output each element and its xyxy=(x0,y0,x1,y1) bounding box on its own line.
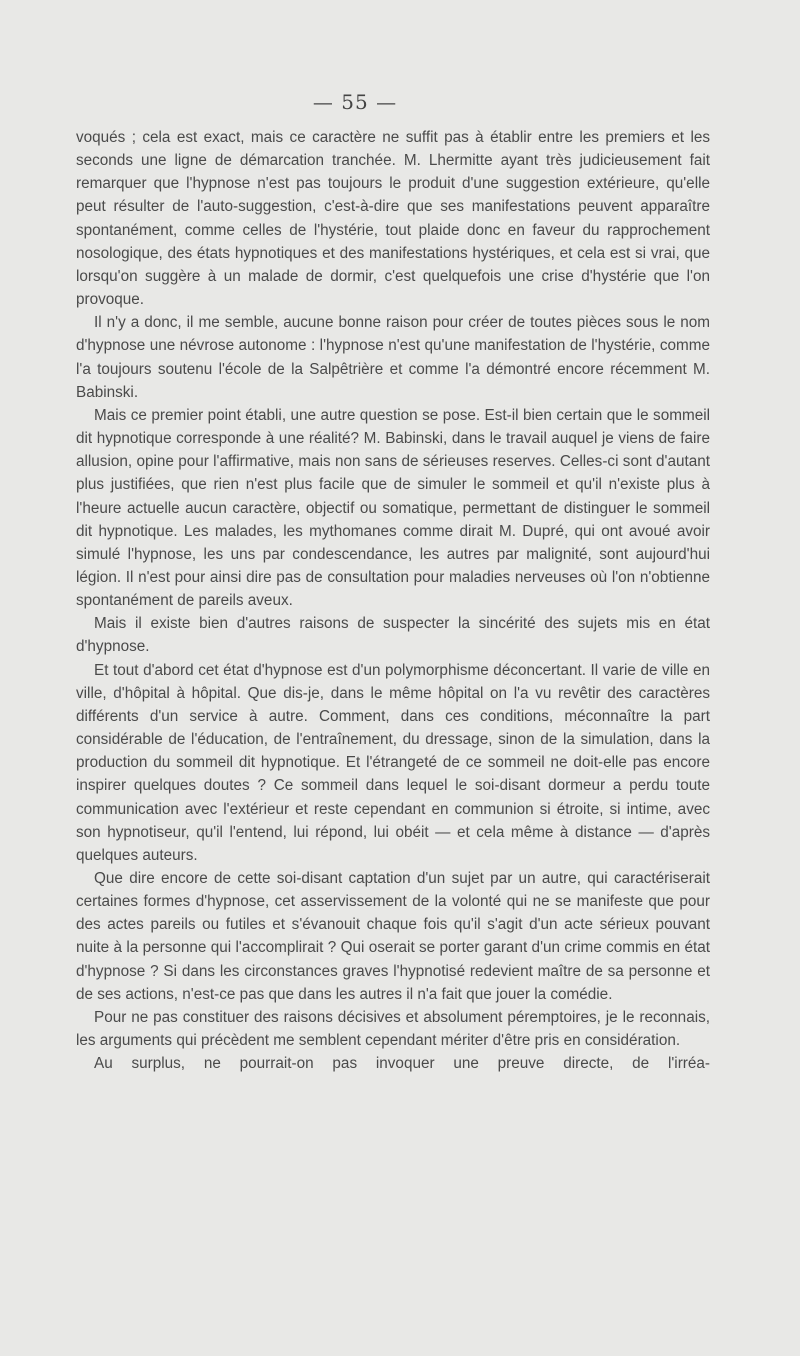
paragraph-1: voqués ; cela est exact, mais ce caractère ne suffit pas à établir entre les premiers et les seconds une ligne de démarcation tranchée. M. Lhermitte ayant très judicieusement fait remarquer que l'hypnose n'est pas toujours le produit d'une suggestion extérieure, qu'elle peut résulter de l'auto-suggestion, c'est-à-dire que ses manifestations peuvent apparaître spontanément, comme celles de l'hystérie, tout plaide donc en faveur du rapprochement nosologique, des états hypnotiques et des manifestations hystériques, et cela est si vrai, que lorsqu'on suggère à un malade de dormir, c'est quelquefois une crise d'hystérie que l'on provoque. xyxy=(76,129,710,309)
paragraph-8: Au surplus, ne pourrait-on pas invoquer une preuve directe, de l'irréa- xyxy=(94,1055,710,1073)
paragraph-7: Pour ne pas constituer des raisons décisives et absolument péremptoires, je le reconnais, les arguments qui précèdent me semblent cependant mériter d'être pris en considération. xyxy=(76,1008,710,1050)
body-text xyxy=(76,126,710,1075)
paragraph-6: Que dire encore de cette soi-disant captation d'un sujet par un autre, qui caractériserait certaines formes d'hypnose, cet asservissement de la volonté qui ne se manifeste que pour des actes pareils ou futiles et s'évanouit chaque fois qu'il s'agit d'un acte sérieux pouvant nuite à la personne qui l'accomplirait ? Qui oserait se porter garant d'un crime commis en état d'hypnose ? Si dans les circonstances graves l'hypnotisé redevient maître de sa personne et de ses actions, n'est-ce pas que dans les autres il n'a fait que jouer la comédie. xyxy=(76,870,710,1003)
page-number: — 55 — xyxy=(312,90,398,114)
paragraph-4: Mais il existe bien d'autres raisons de suspecter la sincérité des sujets mis en état d'hypnose. xyxy=(76,615,710,656)
paragraph-5: Et tout d'abord cet état d'hypnose est d'un polymorphisme déconcertant. Il varie de ville en ville, d'hôpital à hôpital. Que dis-je, dans le même hôpital on l'a vu revêtir des caractères différents d'un service à autre. Comment, dans ces conditions, méconnaître la part considérable de l'éducation, de l'entraînement, du dressage, sinon de la simulation, dans la production du sommeil dit hypnotique. Et l'étrangeté de ce sommeil ne doit-elle pas encore inspirer quelques doutes ? Ce sommeil dans lequel le soi-disant dormeur a perdu toute communication avec l'extérieur et reste cependant en communion si étroite, si intime, avec son hypnotiseur, qu'il l'entend, lui répond, lui obéit — et cela même à distance — d'après quelques auteurs. xyxy=(76,661,710,864)
paragraph-3: Mais ce premier point établi, une autre question se pose. Est-il bien certain que le sommeil dit hypnotique corresponde à une réalité? M. Babinski, dans le travail auquel je viens de faire allusion, opine pour l'affirmative, mais non sans de sérieuses reserves. Celles-ci sont d'autant plus justifiées, que rien n'est plus facile que de simuler le sommeil et qu'il n'existe plus à l'heure actuelle aucun caractère, objectif ou somatique, permettant de distinguer le sommeil dit hypnotique. Les malades, les mythomanes comme dirait M. Dupré, qui ont avoué avoir simulé l'hypnose, les uns par condescendance, les autres par malignité, sont aujourd'hui légion. Il n'est pour ainsi dire pas de consultation pour maladies nerveuses où l'on n'obtienne spontanément de pareils aveux. xyxy=(76,406,710,610)
paragraph-2: Il n'y a donc, il me semble, aucune bonne raison pour créer de toutes pièces sous le nom d'hypnose une névrose autonome : l'hypnose n'est qu'une manifestation de l'hystérie, comme l'a toujours soutenu l'école de la Salpêtrière et comme l'a démontré encore récemment M. Babinski. xyxy=(76,314,710,401)
